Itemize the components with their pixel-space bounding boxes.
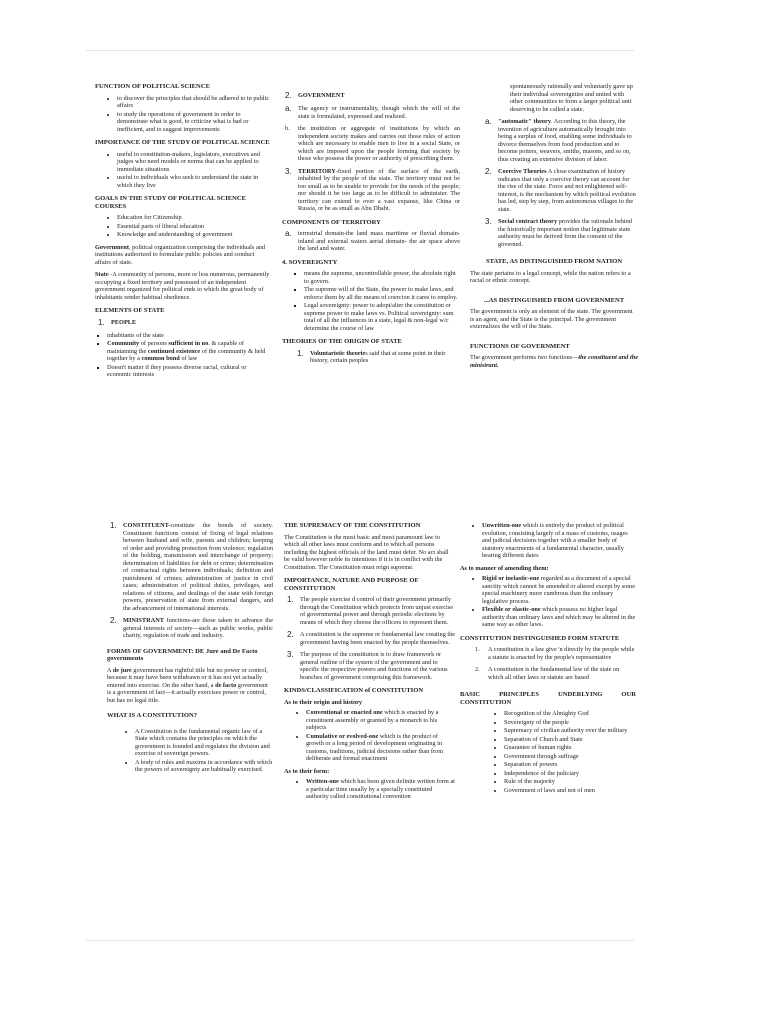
list-item: • useful to individuals who seek to understand the state in which they live (117, 174, 270, 189)
function-constituent: 1. CONSTITUENT-constitute the bonds of society. Constituent functions consist of fixing of legal relations between husband and wife, parents and children; keeping of order and providing protection from violence; regulation of the holding, transmission and interchange of property; determination of liabilities for debt or crime; determination of contractual rights between individuals; definition and punishment of crimes; administration of justice in civil cases; administration of political duties, privileges, and relations of citizens, and dealings of the state with foreign powers, preservation of state from external dangers, and the advancement of international interests. (110, 522, 273, 612)
list-item: ▪ inhabitants of the state (107, 332, 270, 340)
sovereignty-list (282, 270, 460, 332)
list-item: • Rigid or inelastic-one regarded as a document of a special sanctity which cannot be amended or altered except by some special machinery more cumbrous than the ordinary legislative process. (482, 575, 636, 605)
list-item: • Separation of powers (504, 761, 636, 769)
list-item: • Essential parts of liberal education (117, 223, 270, 231)
goals-list (95, 214, 270, 239)
column-bottom-middle (284, 522, 456, 932)
importance-list (95, 151, 270, 190)
government-definition: Government, political organization comprising the individuals and institutions authorized to formulate public policies and conduct affairs of state. (95, 243, 266, 266)
element-government: 2. GOVERNMENT (285, 92, 345, 100)
list-item: 2. A constitution is the supreme or fundamental law creating the government having been enacted by the people themselves. (287, 630, 456, 646)
heading-function-of-political-science: FUNCTION OF POLITICAL SCIENCE (95, 83, 210, 90)
heading-importance-nature-purpose: IMPORTANCE, NATURE AND PURPOSE OF CONSTITUTION (284, 577, 419, 592)
list-item: • Government of laws and not of men (504, 787, 636, 795)
theory-coercive: 2. Coercive Theories A close examination of history indicates that only a coercive theory can account for the rise of the state. Force and not enlightened self-interest, is the mechanism by which political evolution has led, step by step, from autonomous villages to the state. (485, 167, 636, 213)
list-item: ▪ Community of persons sufficient in no. & capable of maintaining the continued existence of the community & held together by a common bond of law (107, 340, 270, 363)
heading-importance-of-study: IMPORTANCE OF THE STUDY OF POLITICAL SCIENCE (95, 139, 270, 147)
list-item: • to discover the principles that should be adhered to in public affairs (117, 95, 270, 110)
term-government: Government (95, 243, 129, 251)
dejure-defacto-text: A de jure government has rightful title but no power or control, because it may have been withdrawn or it has not yet actually entered into exercise. On the other hand, a de facto government is a government of fact—it actually exercises power or control, but has no legal title. (107, 666, 268, 704)
functions-text: The government performs two functions—the constituent and the ministrant. (470, 354, 638, 369)
subheading-amend: As to manner of amending them: (460, 564, 549, 572)
list-item: • to study the operations of government in order to demonstrate what is good, to criticize what is bad or inefficient, and to suggest improvements (117, 111, 270, 134)
column-top-left (95, 83, 270, 503)
voluntaristic-continued: spontaneously rationally and voluntarily gave up their individual sovereignties and united with other communities to form a larger political unit deserving to be called a state. (510, 83, 633, 113)
list-item: • Supremacy of civilian authority over the military (504, 727, 636, 735)
list-item: 2. A constitution is the fundamental law of the state on which all other laws or statute are based (475, 666, 620, 681)
list-item: ▪ The supreme will of the State, the power to make laws, and enforce them by all the means of coercion it cares to employ. (304, 286, 460, 301)
element-territory: 3. TERRITORY-fixed portion of the surface of the earth, inhabited by the people of the state. The territory must not be too small as to be unable to provide for the needs of the people; nor should it be too large as to be difficult to administer. The territory can extend to over a vast expanse, like China or Russia, or be as small as Abu Dhabi. (285, 166, 460, 212)
government-def-b: b. the institution or aggregate of institutions by which an independent society makes and carries out those rules of action which are necessary to enable men to live in a social State, or which are imposed upon the people forming that society by those who possess the power or authority of prescribing them. (285, 125, 460, 162)
column-top-middle (282, 92, 460, 502)
list-item: • Guarantee of human rights (504, 744, 636, 752)
heading-supremacy: THE SUPREMACY OF THE CONSTITUTION (284, 522, 421, 529)
heading-functions-of-government: FUNCTIONS OF GOVERNMENT (470, 342, 570, 350)
theory-automatic: a. "automatic" theory. According to this theory, the invention of agriculture automatically brought into being a surplus of food, enabling some individuals to divorce themselves from food production and to become potters, weavers, smiths, masons, and so on, thus creating an extensive division of labor. (485, 117, 632, 163)
origin-list (284, 709, 456, 763)
column-bottom-right (460, 522, 636, 932)
heading-forms-of-government: FORMS OF GOVERNMENT: DE Jure and De Facto governments (107, 647, 258, 663)
list-item: • A Constitution is the fundamental organic law of a State which contains the principles on which the government is founded and regulates the division and exercise of sovereign powers. (135, 728, 273, 758)
list-item: • Unwritten-one which is entirely the product of political evolution, consisting largely of a mass of customs, usages and judicial decisions together with a smaller body of statutory enactments of a fundamental character, usually bearing different dates (482, 522, 636, 560)
list-item: • Knowledge and understanding of government (117, 231, 270, 239)
list-item: • Rule of the majority (504, 778, 636, 786)
theory-voluntaristic: 1. Voluntaristic theories said that at some point in their history, certain peoples (297, 348, 446, 365)
supremacy-text: The Constitution is the most basic and most paramount law to which all other laws must conform and to which all persons including the highest officials of the land must defer. No act shall be valid however noble its intentions if it is in conflict with the Constitution. The Constitution must reign supreme. (284, 533, 449, 571)
people-list (95, 332, 270, 379)
amend-list (460, 575, 636, 629)
function-ministrant: 2. MINISTRANT functions-are those taken to advance the general interests of society—such as public works, public charity, regulation of trade and industry. (110, 616, 273, 639)
state-vs-nation-text: The state pertains to a legal concept, while the nation refers to a racial or ethnic concept. (470, 269, 631, 285)
list-item: • Cumulative or evolved-one which is the product of growth or a long period of development originating in customs, traditions, judicial decisions rather than from deliberate and formal enactment (306, 733, 456, 763)
list-item: • A body of rules and maxims in accordance with which the powers of sovereignty are habitually exercised. (135, 759, 273, 774)
heading-constitution-vs-statute: CONSTITUTION DISTINGUISHED FORM STATUTE (460, 634, 620, 642)
subheading-form: As to their form: (284, 767, 330, 775)
page-top-rule (86, 50, 634, 51)
page-bottom-rule (86, 940, 634, 941)
form-list (284, 778, 456, 801)
list-item: 1. The people exercise d control of their government primarily through the Constitution which protects from unjust exercise of governmental power and through periodic elections by means of which they choose the officers to represent them. (287, 595, 454, 626)
constitution-definition-list (107, 728, 273, 774)
list-item: 1. A constitution is a law give 'n directly by the people while a statute is enacted by the people's representative (475, 646, 635, 661)
list-item: • Written-one which has been given definite written form at a particular time usually by a specially constituted authority called constitutional convention (306, 778, 456, 801)
heading-components-of-territory: COMPONENTS OF TERRITORY (282, 218, 381, 226)
list-item: • Education for Citizenship (117, 214, 270, 222)
list-item: • Flexible or elastic-one which possess no higher legal authority than ordinary laws and which may be altered in the same way as other laws. (482, 606, 636, 629)
territory-component-a: a. terrestrial domain-the land mass maritime or fluvial domain-inland and external waters aerial domain- the air space above the land and water. (285, 229, 460, 253)
list-item: • Independence of the judiciary (504, 770, 636, 778)
heading-elements-of-state: ELEMENTS OF STATE (95, 307, 165, 315)
heading-state-vs-government: ...AS DISTINGUISHED FROM GOVERNMENT (483, 296, 625, 304)
theory-social-contract: 3. Social contract theory provides the rationale behind the historically important notion that legitimate state authority must be derived from the consent of the governed. (485, 217, 632, 248)
heading-sovereignty: 4. SOVEREIGNTY (282, 258, 338, 266)
list-item: ▪ Doesn't matter if they possess diverse racial, cultural or economic interests (107, 364, 270, 379)
government-def-a: a. The agency or instrumentality, though which the will of the state is formulated, expressed and realized. (285, 104, 460, 120)
heading-theories-of-origin: THEORIES OF THE ORIGIN OF STATE (282, 338, 402, 346)
state-vs-government-text: The government is only an element of the state. The government is an agent, and the State is the principal. The government externalizes the will of the State. (470, 308, 633, 331)
list-item: • Government through suffrage (504, 753, 636, 761)
state-definition: State -A community of persons, more or less numerous, permanently occupying a fixed territory and possessed of an independent government organized for political ends to which the great body of inhabitants render habitual obedience. (95, 271, 270, 301)
heading-kinds-classification: KINDS/CLASSIFICATION of CONSTITUTION (284, 687, 424, 695)
term-state: State (95, 271, 109, 279)
list-item: ▪ Legal sovereignty: power to adopt/alter the constitution or supreme power to make laws vs. Political sovereignty: sum total of all the influences in a state, legal & non-legal w/c determine the course of law (304, 302, 460, 332)
list-item: ▪ means the supreme, uncontrollable power, the absolute right to govern. (304, 270, 460, 285)
list-item: • useful to constitution-makers, legislators, executives and judges who need models or norms that can be applied to immediate situations (117, 151, 270, 174)
function-list (95, 95, 270, 134)
heading-goals: GOALS IN THE STUDY OF POLITICAL SCIENCE COURSES (95, 195, 247, 210)
column-bottom-left (107, 522, 273, 932)
column-top-right (470, 83, 638, 503)
list-item: • Recognition of the Almighty God (504, 710, 636, 718)
list-item: • Separation of Church and State (504, 736, 636, 744)
heading-basic-principles: BASIC PRINCIPLES UNDERLYING OUR CONSTITUTION (460, 691, 636, 706)
form-list-continued (460, 522, 636, 560)
subheading-origin: As to their origin and history (284, 698, 363, 706)
list-item: • Conventional or enacted one which is enacted by a constituent assembly or granted by a monarch to his subjects (306, 709, 456, 732)
heading-what-is-constitution: WHAT IS A CONSTITUTION? (107, 712, 198, 720)
list-item: • Sovereignty of the people (504, 719, 636, 727)
list-item: 3. The purpose of the constitution is to draw framework or general outline of the system of the government and to specific the respective powers and functions of the various branches of government comprising this framework. (287, 650, 448, 681)
basic-principles-list (460, 710, 636, 794)
element-people: 1. PEOPLE (98, 317, 137, 327)
heading-state-vs-nation: STATE, AS DISTINGUISHED FROM NATION (485, 258, 623, 265)
